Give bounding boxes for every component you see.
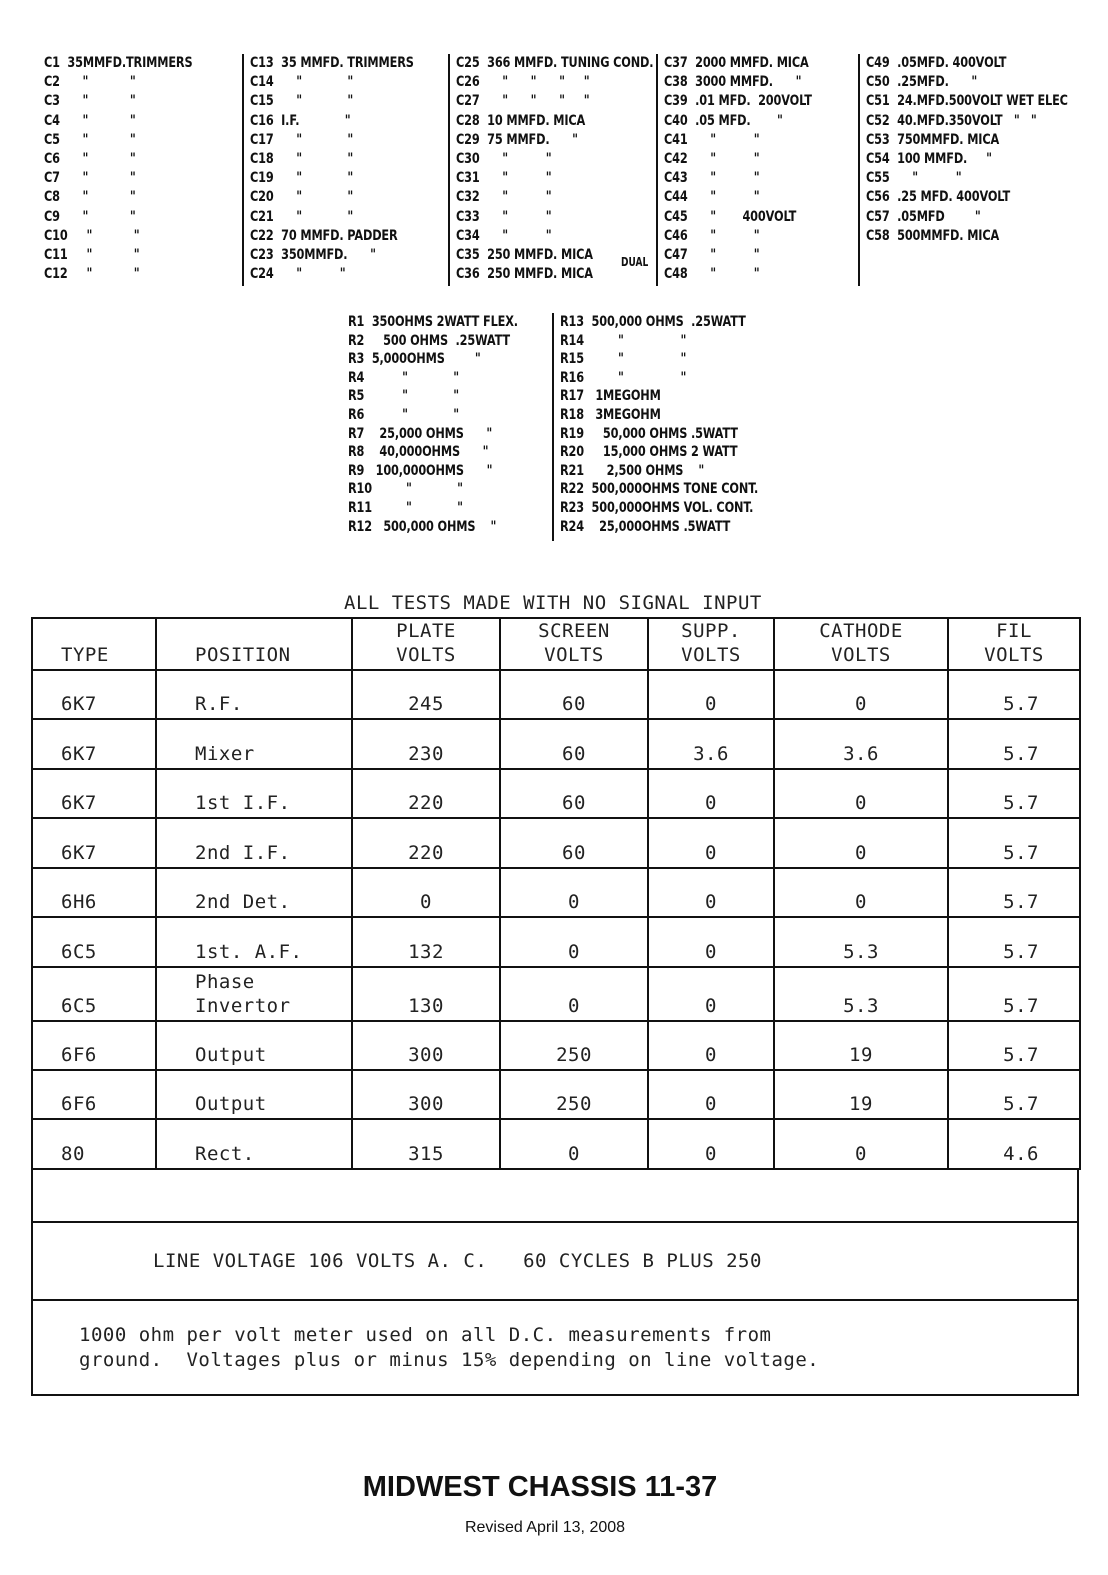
table-cell: 6K7 (32, 818, 156, 867)
capacitor-entry: C26 " " " " (456, 74, 590, 91)
capacitor-entry: C19 " " (250, 170, 354, 187)
resistor-column-1 (348, 313, 548, 541)
table-cell: 6K7 (32, 769, 156, 818)
table-cell: 220 (352, 818, 500, 867)
table-cell: 250 (500, 1070, 648, 1119)
capacitor-entry: C17 " " (250, 131, 354, 148)
resistor-entry: R21 2,500 OHMS " (560, 462, 705, 479)
capacitor-entry: C20 " " (250, 189, 354, 206)
table-cell: 5.3 (774, 967, 948, 1021)
capacitor-entry: C47 " " (664, 246, 760, 263)
table-row (32, 769, 1080, 818)
capacitor-entry: C46 " " (664, 227, 760, 244)
table-cell: 0 (774, 769, 948, 818)
resistor-entry: R2 500 OHMS .25WATT (348, 332, 510, 349)
capacitor-entry: C31 " " (456, 170, 552, 187)
table-cell: 0 (648, 769, 774, 818)
capacitor-entry: C51 24.MFD.500VOLT WET ELEC (866, 93, 1068, 110)
table-cell: 3.6 (648, 719, 774, 768)
capacitor-entry: C57 .05MFD " (866, 208, 981, 225)
table-cell: 6F6 (32, 1021, 156, 1070)
capacitor-entry: C2 " " (44, 74, 136, 91)
resistor-entry: R19 50,000 OHMS .5WATT (560, 425, 738, 442)
table-cell: 315 (352, 1119, 500, 1169)
table-cell: 0 (648, 1021, 774, 1070)
capacitor-entry: C27 " " " " (456, 93, 590, 110)
column-header: SUPP. VOLTS (648, 618, 774, 670)
table-cell: 0 (500, 868, 648, 917)
capacitor-entry: C8 " " (44, 189, 136, 206)
capacitor-column-4 (656, 54, 846, 286)
table-cell: 6C5 (32, 917, 156, 966)
capacitor-entry: C32 " " (456, 189, 552, 206)
capacitor-entry: C16 I.F. " (250, 112, 351, 129)
table-row (32, 1070, 1080, 1119)
table-cell: 6K7 (32, 719, 156, 768)
capacitor-entry: C40 .05 MFD. " (664, 112, 783, 129)
capacitor-entry: C52 40.MFD.350VOLT " " (866, 112, 1037, 129)
capacitor-entry: C14 " " (250, 74, 354, 91)
capacitor-entry: C45 " 400VOLT (664, 208, 797, 225)
table-cell: 6K7 (32, 670, 156, 719)
capacitor-entry: C33 " " (456, 208, 552, 225)
capacitor-entry: C18 " " (250, 150, 354, 167)
capacitor-entry: C58 500MMFD. MICA (866, 227, 1000, 244)
resistor-list (348, 313, 808, 541)
table-row (32, 868, 1080, 917)
capacitor-entry: C28 10 MMFD. MICA (456, 112, 586, 129)
table-cell: 19 (774, 1070, 948, 1119)
table-cell: 5.7 (948, 818, 1080, 867)
table-cell: Output (156, 1070, 352, 1119)
table-row (32, 818, 1080, 867)
resistor-entry: R4 " " (348, 369, 459, 386)
table-row (32, 719, 1080, 768)
table-cell: 220 (352, 769, 500, 818)
table-cell: 250 (500, 1021, 648, 1070)
resistor-entry: R23 500,000OHMS VOL. CONT. (560, 499, 754, 516)
capacitor-entry: C29 75 MMFD. " (456, 131, 578, 148)
resistor-entry: R16 " " (560, 369, 687, 386)
capacitor-entry: C41 " " (664, 131, 760, 148)
capacitor-entry: C12 " " (44, 266, 140, 283)
table-cell: 6C5 (32, 967, 156, 1021)
capacitor-list (44, 54, 1074, 286)
column-header: CATHODE VOLTS (774, 618, 948, 670)
capacitor-entry: C48 " " (664, 266, 760, 283)
table-cell: 2nd Det. (156, 868, 352, 917)
capacitor-entry: C44 " " (664, 189, 760, 206)
resistor-entry: R5 " " (348, 388, 459, 405)
resistor-entry: R8 40,000OHMS " (348, 444, 489, 461)
table-cell: 2nd I.F. (156, 818, 352, 867)
capacitor-entry: C10 " " (44, 227, 140, 244)
table-cell: 0 (774, 868, 948, 917)
table-notes (31, 1170, 1079, 1396)
table-cell: 300 (352, 1070, 500, 1119)
table-cell: 0 (774, 670, 948, 719)
voltage-table (31, 617, 1081, 1170)
resistor-entry: R3 5,000OHMS " (348, 351, 481, 368)
table-cell: 5.7 (948, 967, 1080, 1021)
table-cell: 230 (352, 719, 500, 768)
table-cell: 0 (774, 1119, 948, 1169)
table-cell: 6H6 (32, 868, 156, 917)
table-cell: Mixer (156, 719, 352, 768)
table-row (32, 917, 1080, 966)
table-cell: 5.7 (948, 670, 1080, 719)
capacitor-entry: C39 .01 MFD. 200VOLT (664, 93, 812, 110)
table-cell: 60 (500, 769, 648, 818)
capacitor-entry: C30 " " (456, 150, 552, 167)
table-row (32, 670, 1080, 719)
table-cell: 3.6 (774, 719, 948, 768)
table-cell: 5.7 (948, 917, 1080, 966)
capacitor-entry: C54 100 MMFD. " (866, 150, 992, 167)
capacitor-entry: C3 " " (44, 93, 136, 110)
capacitor-column-3 (448, 54, 652, 286)
column-header: PLATE VOLTS (352, 618, 500, 670)
resistor-entry: R24 25,000OHMS .5WATT (560, 518, 731, 535)
capacitor-entry: C1 35MMFD.TRIMMERS (44, 55, 193, 71)
table-header-row (32, 618, 1080, 670)
dual-label: DUAL (621, 255, 649, 269)
table-cell: 1st. A.F. (156, 917, 352, 966)
capacitor-entry: C7 " " (44, 170, 136, 187)
resistor-entry: R11 " " (348, 499, 463, 516)
capacitor-entry: C11 " " (44, 246, 140, 263)
table-row (32, 1119, 1080, 1169)
capacitor-column-2 (242, 54, 450, 286)
capacitor-entry: C56 .25 MFD. 400VOLT (866, 189, 1011, 206)
capacitor-entry: C6 " " (44, 150, 136, 167)
resistor-entry: R15 " " (560, 351, 687, 368)
table-cell: 0 (774, 818, 948, 867)
table-cell: Phase Invertor (156, 967, 352, 1021)
table-cell: 1st I.F. (156, 769, 352, 818)
revision-date: Revised April 13, 2008 (464, 1519, 626, 1536)
table-cell: 130 (352, 967, 500, 1021)
capacitor-entry: C55 " " (866, 170, 962, 187)
resistor-entry: R20 15,000 OHMS 2 WATT (560, 444, 738, 461)
column-header: SCREEN VOLTS (500, 618, 648, 670)
resistor-entry: R7 25,000 OHMS " (348, 425, 493, 442)
resistor-entry: R22 500,000OHMS TONE CONT. (560, 481, 759, 498)
blank-row (33, 1170, 1077, 1223)
resistor-entry: R1 350OHMS 2WATT FLEX. (348, 314, 518, 330)
capacitor-entry: C21 " " (250, 208, 354, 225)
resistor-entry: R12 500,000 OHMS " (348, 518, 497, 535)
table-cell: 60 (500, 719, 648, 768)
table-cell: 5.7 (948, 1070, 1080, 1119)
capacitor-entry: C25 366 MMFD. TUNING COND. (456, 55, 654, 71)
column-header: TYPE (32, 618, 156, 670)
capacitor-entry: C23 350MMFD. " (250, 246, 376, 263)
capacitor-entry: C34 " " (456, 227, 552, 244)
resistor-entry: R17 1MEGOHM (560, 388, 661, 405)
table-cell: 5.7 (948, 868, 1080, 917)
table-cell: Rect. (156, 1119, 352, 1169)
capacitor-entry: C49 .05MFD. 400VOLT (866, 55, 1007, 71)
table-cell: 60 (500, 670, 648, 719)
table-row (32, 967, 1080, 1021)
capacitor-entry: C13 35 MMFD. TRIMMERS (250, 55, 414, 71)
capacitor-entry: C15 " " (250, 93, 354, 110)
table-cell: 0 (352, 868, 500, 917)
capacitor-entry: C43 " " (664, 170, 760, 187)
table-body (32, 670, 1080, 1169)
table-cell: 245 (352, 670, 500, 719)
resistor-entry: R6 " " (348, 406, 459, 423)
table-cell: 0 (648, 818, 774, 867)
table-cell: 5.7 (948, 769, 1080, 818)
capacitor-entry: C4 " " (44, 112, 136, 129)
line-voltage-text: LINE VOLTAGE 106 VOLTS A. C. 60 CYCLES B PLUS 250 (153, 1250, 762, 1272)
table-cell: 0 (648, 1119, 774, 1169)
table-cell: 0 (648, 917, 774, 966)
column-header: FIL VOLTS (948, 618, 1080, 670)
capacitor-column-5 (858, 54, 1072, 286)
resistor-entry: R13 500,000 OHMS .25WATT (560, 314, 746, 330)
capacitor-entry: C9 " " (44, 208, 136, 225)
table-cell: Output (156, 1021, 352, 1070)
capacitor-entry: C24 " " (250, 266, 346, 283)
table-cell: 300 (352, 1021, 500, 1070)
capacitor-entry: C22 70 MMFD. PADDER (250, 227, 398, 244)
table-cell: 0 (648, 868, 774, 917)
table-cell: 0 (500, 1119, 648, 1169)
resistor-column-2 (552, 313, 800, 541)
capacitor-entry: C37 2000 MMFD. MICA (664, 55, 809, 71)
capacitor-entry: C35 250 MMFD. MICA (456, 246, 593, 263)
table-cell: 4.6 (948, 1119, 1080, 1169)
table-cell: 80 (32, 1119, 156, 1169)
resistor-entry: R10 " " (348, 481, 463, 498)
column-header: POSITION (156, 618, 352, 670)
table-title: ALL TESTS MADE WITH NO SIGNAL INPUT (344, 592, 762, 614)
table-cell: 5.7 (948, 1021, 1080, 1070)
table-cell: 0 (648, 670, 774, 719)
capacitor-entry: C53 750MMFD. MICA (866, 131, 1000, 148)
table-cell: 5.7 (948, 719, 1080, 768)
capacitor-entry: C5 " " (44, 131, 136, 148)
document-title: MIDWEST CHASSIS 11-37 (362, 1471, 718, 1503)
resistor-entry: R9 100,000OHMS " (348, 462, 493, 479)
table-cell: 19 (774, 1021, 948, 1070)
table-cell: 132 (352, 917, 500, 966)
meter-note: 1000 ohm per volt meter used on all D.C. measurements from ground. Voltages plus or minus 15% depending on line voltage. (79, 1324, 820, 1371)
capacitor-entry: C36 250 MMFD. MICA (456, 266, 593, 283)
capacitor-column-1 (44, 54, 240, 286)
resistor-entry: R14 " " (560, 332, 687, 349)
table-cell: 5.3 (774, 917, 948, 966)
table-cell: 60 (500, 818, 648, 867)
table-row (32, 1021, 1080, 1070)
table-cell: 0 (500, 967, 648, 1021)
capacitor-entry: C38 3000 MMFD. " (664, 74, 802, 91)
line-voltage-row (33, 1223, 1077, 1301)
table-cell: 0 (648, 1070, 774, 1119)
table-cell: 6F6 (32, 1070, 156, 1119)
resistor-entry: R18 3MEGOHM (560, 406, 661, 423)
capacitor-entry: C50 .25MFD. " (866, 74, 978, 91)
capacitor-entry: C42 " " (664, 150, 760, 167)
table-cell: 0 (500, 917, 648, 966)
table-cell: R.F. (156, 670, 352, 719)
table-cell: 0 (648, 967, 774, 1021)
